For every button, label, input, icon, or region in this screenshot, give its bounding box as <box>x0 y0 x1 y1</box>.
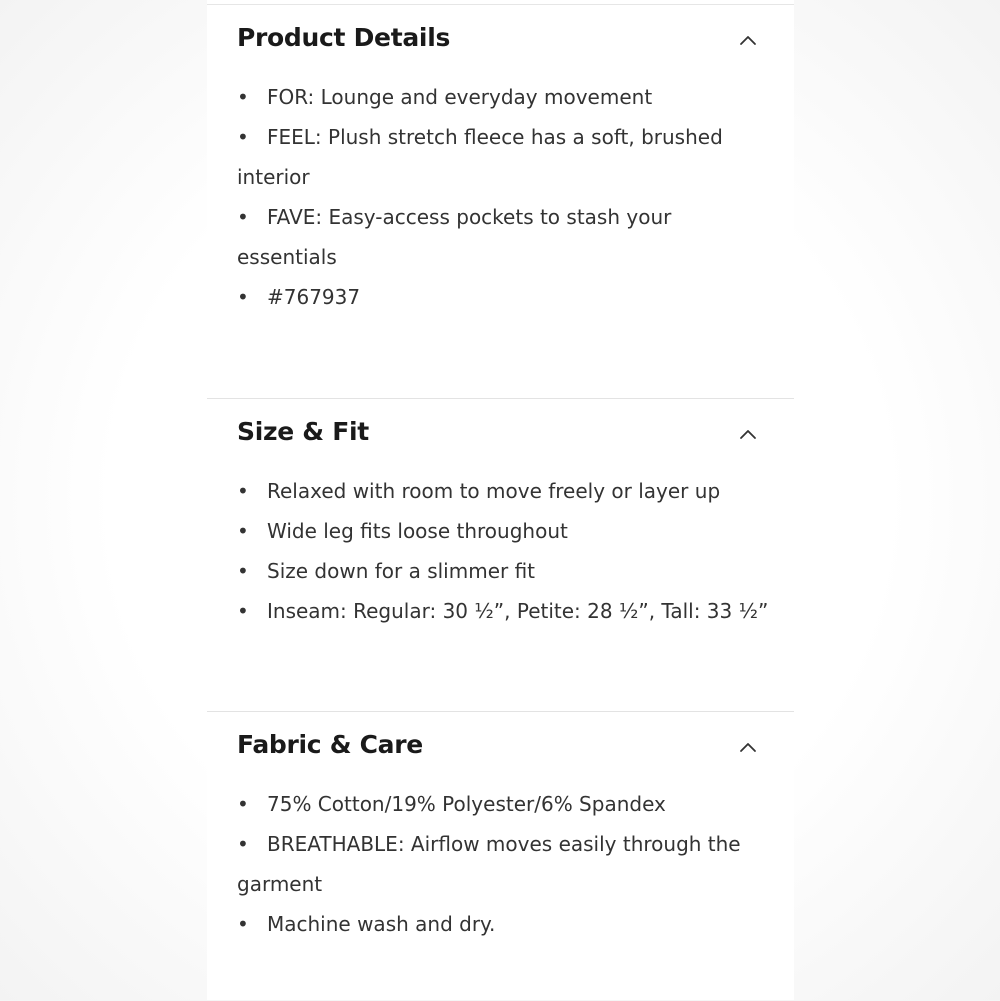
section-title: Fabric & Care <box>237 730 423 759</box>
list-item: • Inseam: Regular: 30 ½”, Petite: 28 ½”, Tall: 33 ½” <box>237 591 772 631</box>
list-item: • Relaxed with room to move freely or layer up <box>237 471 772 511</box>
bullet-list <box>237 784 772 944</box>
list-item: • Size down for a slimmer fit <box>237 551 772 591</box>
list-item: • Wide leg fits loose throughout <box>237 511 772 551</box>
bullet: • <box>237 285 249 309</box>
list-item: • FOR: Lounge and everyday movement <box>237 77 772 117</box>
bullet: • <box>237 559 249 583</box>
chevron-up-icon[interactable] <box>739 739 757 757</box>
bullet: • <box>237 85 249 109</box>
accordion-header-fabric-care[interactable] <box>207 712 794 782</box>
list-item: • FEEL: Plush stretch fleece has a soft, brushed interior <box>237 117 772 197</box>
list-item: • #767937 <box>237 277 772 317</box>
accordion-fabric-care <box>207 711 794 1001</box>
accordion-product-details <box>207 5 794 398</box>
list-item: • 75% Cotton/19% Polyester/6% Spandex <box>237 784 772 824</box>
product-info-panel <box>207 0 794 1000</box>
accordion-header-size-fit[interactable] <box>207 399 794 469</box>
bullet: • <box>237 792 249 816</box>
bullet: • <box>237 519 249 543</box>
bullet-list <box>237 77 772 317</box>
chevron-up-icon[interactable] <box>739 426 757 444</box>
bullet: • <box>237 125 249 149</box>
list-item: • BREATHABLE: Airflow moves easily through the garment <box>237 824 772 904</box>
bullet: • <box>237 912 249 936</box>
chevron-up-icon[interactable] <box>739 32 757 50</box>
accordion-header-product-details[interactable] <box>207 5 794 75</box>
list-item: • Machine wash and dry. <box>237 904 772 944</box>
section-title: Size & Fit <box>237 417 369 446</box>
section-title: Product Details <box>237 23 451 52</box>
bullet: • <box>237 832 249 856</box>
bullet: • <box>237 205 249 229</box>
accordion-size-fit <box>207 398 794 712</box>
bullet: • <box>237 479 249 503</box>
list-item: • FAVE: Easy-access pockets to stash your essentials <box>237 197 772 277</box>
bullet: • <box>237 599 249 623</box>
bullet-list <box>237 471 772 631</box>
